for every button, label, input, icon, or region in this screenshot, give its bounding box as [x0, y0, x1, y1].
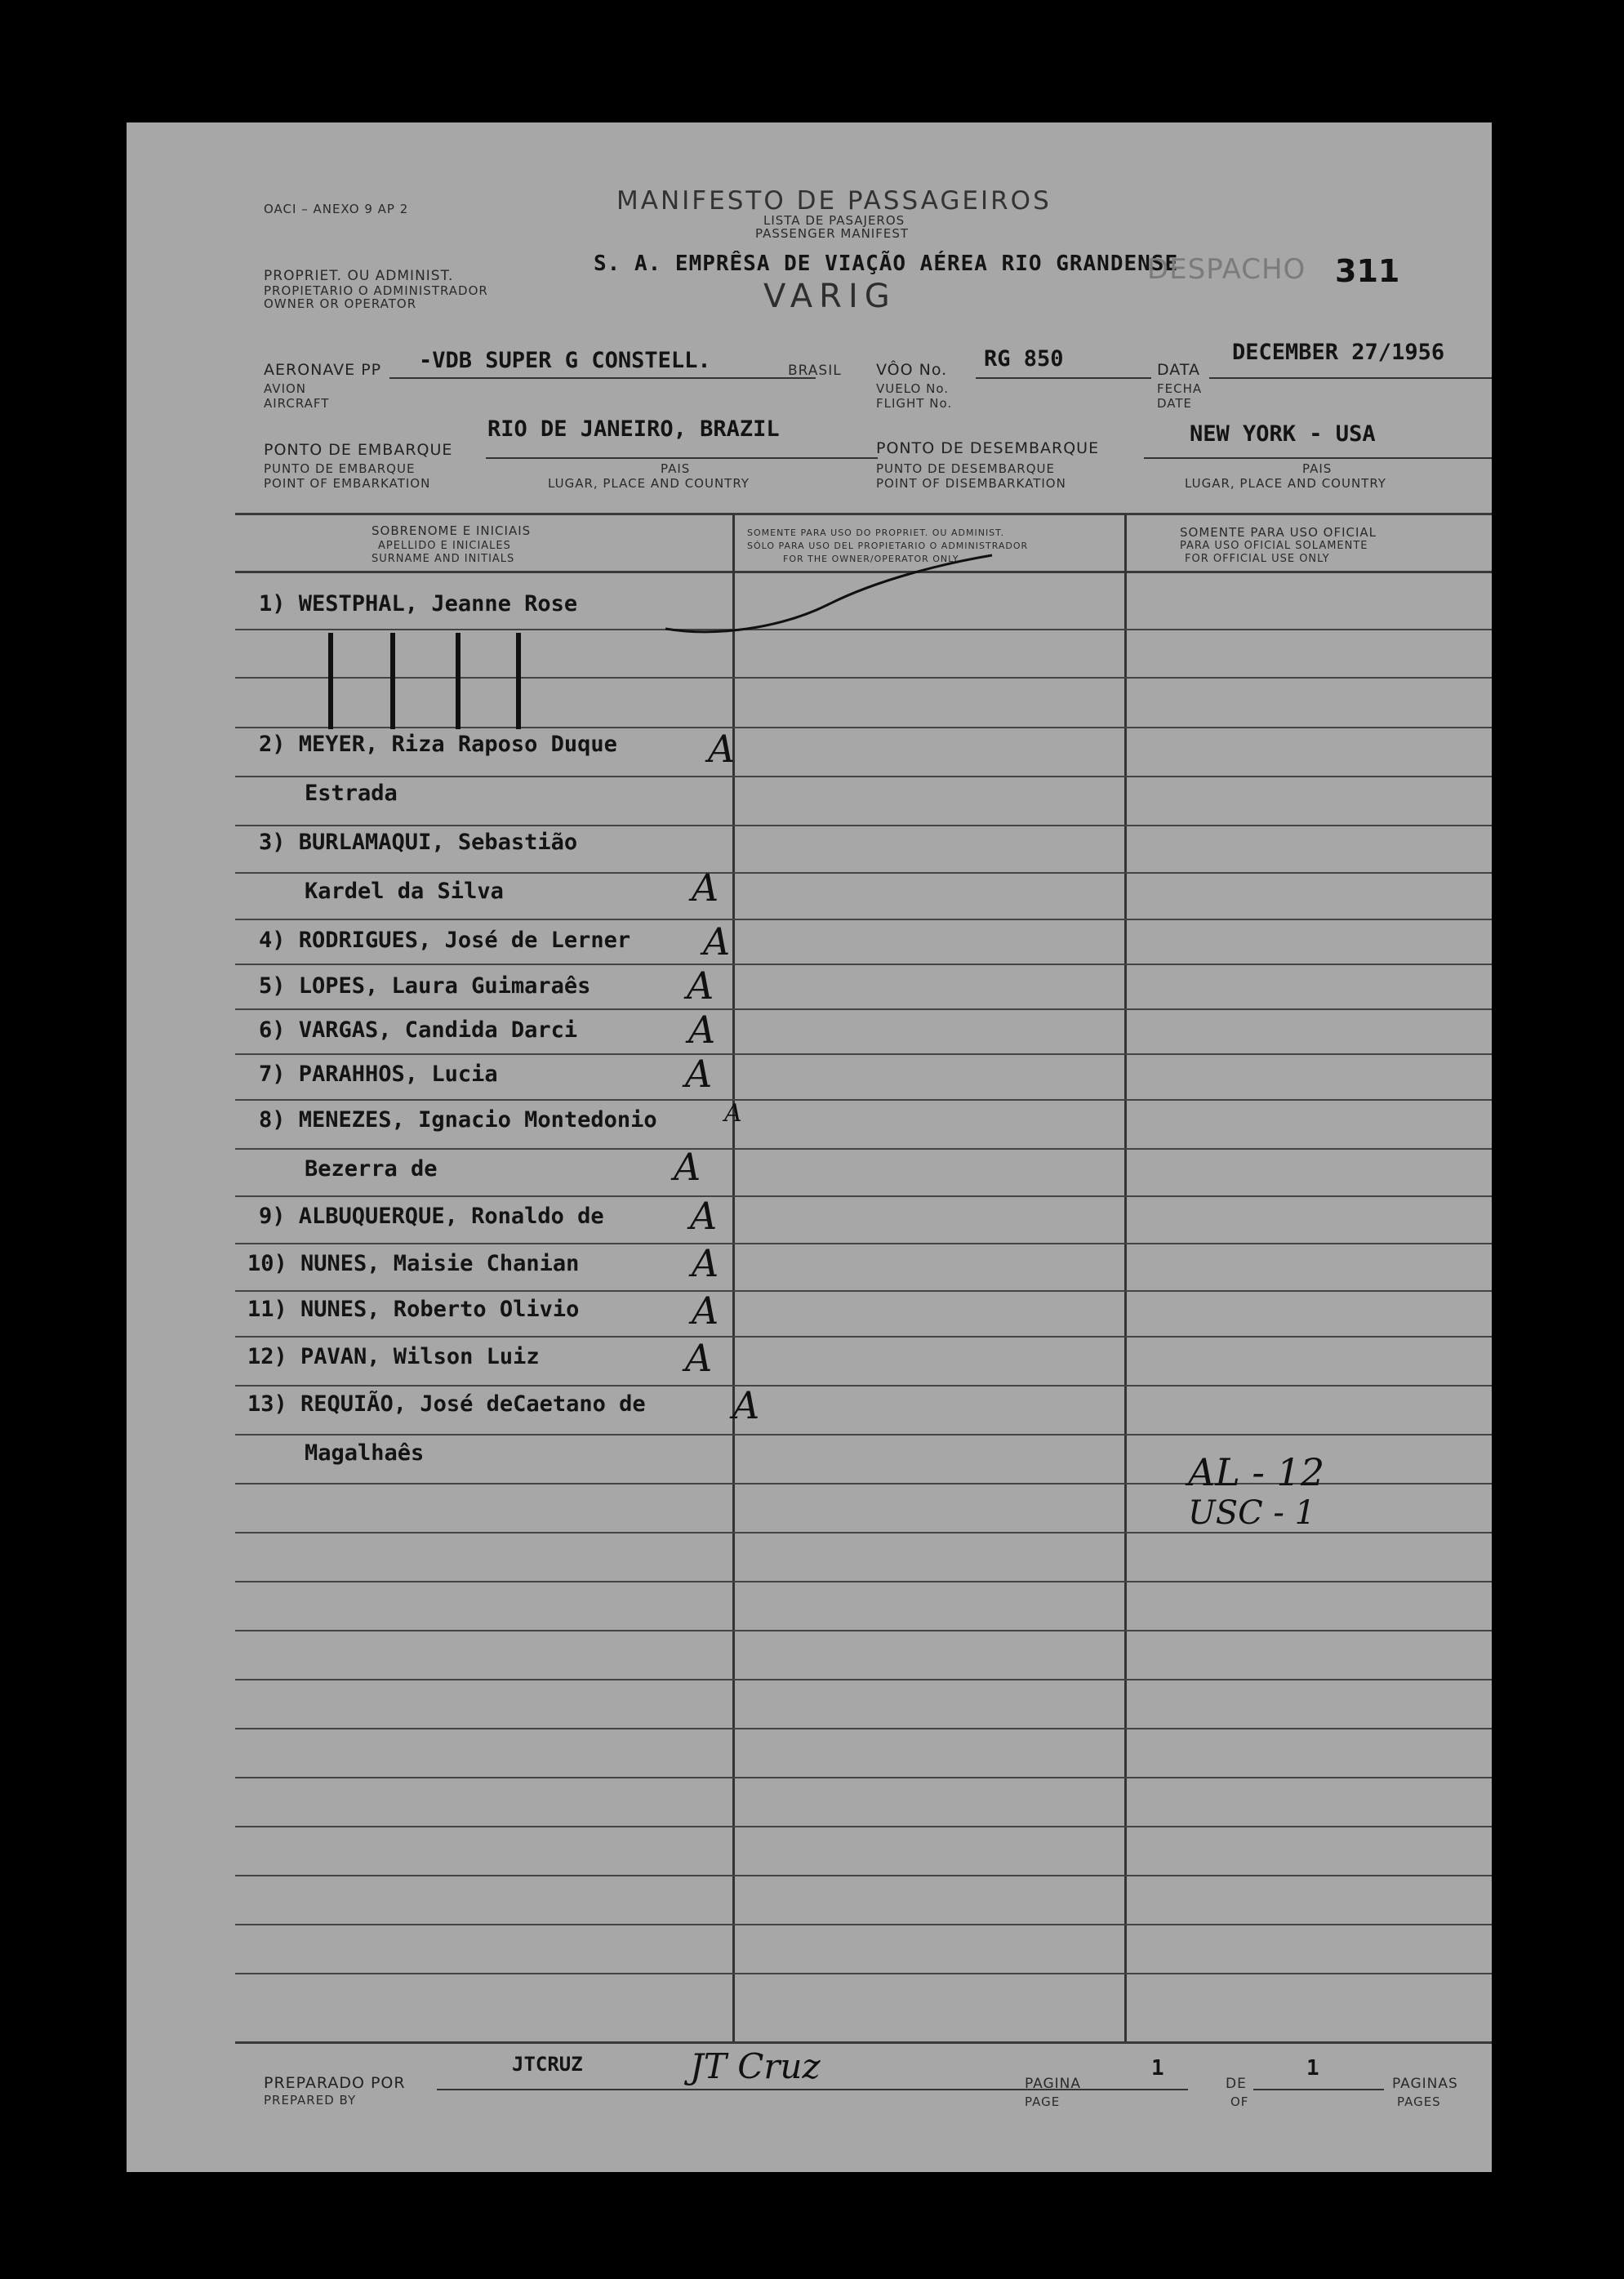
disembark-label-en: POINT OF DISEMBARKATION	[876, 476, 1066, 491]
hand-mark: A	[685, 1336, 713, 1380]
cancel-bars	[323, 625, 567, 739]
prepared-label: PREPARADO POR	[264, 2074, 406, 2092]
date-label: DATE	[1157, 396, 1193, 411]
airline-short: VARIG	[763, 278, 897, 315]
passenger-row: 5) LOPES, Laura Guimaraês	[259, 973, 591, 999]
passenger-row: 11) NUNES, Roberto Olivio	[247, 1297, 580, 1322]
signature: JT Cruz	[690, 2046, 821, 2086]
hand-mark: A	[687, 964, 714, 1008]
passenger-row: 4) RODRIGUES, José de Lerner	[259, 928, 631, 953]
col2-header-es: SÓLO PARA USO DEL PROPIETARIO O ADMINISTRADOR	[747, 541, 1029, 551]
col3-header-es: PARA USO OFICIAL SOLAMENTE	[1180, 540, 1368, 552]
aeronave-label: AERONAVE PP	[264, 361, 382, 379]
disembark-place-label: LUGAR, PLACE AND COUNTRY	[1185, 476, 1386, 491]
col3-header-en: FOR OFFICIAL USE ONLY	[1185, 553, 1330, 565]
date-value: DECEMBER 27/1956	[1232, 340, 1445, 365]
prepared-value: JTCRUZ	[512, 2053, 583, 2076]
passenger-row: 3) BURLAMAQUI, Sebastião	[259, 830, 578, 855]
aircraft-label: AIRCRAFT	[264, 396, 330, 411]
owner-label-en: OWNER OR OPERATOR	[264, 296, 417, 311]
pages-label: PAGES	[1397, 2094, 1441, 2109]
brasil-label: BRASIL	[788, 363, 842, 379]
col1-header: SOBRENOME E INICIAIS	[372, 523, 532, 538]
passenger-row: 2) MEYER, Riza Raposo Duque	[259, 732, 617, 757]
col1-header-es: APELLIDO E INICIALES	[378, 540, 511, 552]
passenger-row: 13) REQUIÃO, José deCaetano de	[247, 1391, 646, 1417]
avion-label: AVION	[264, 381, 307, 396]
official-note: AL - 12	[1188, 1450, 1325, 1494]
passenger-row: 8) MENEZES, Ignacio Montedonio	[259, 1107, 657, 1133]
disembark-value: NEW YORK - USA	[1190, 421, 1376, 447]
passenger-row-cont: Magalhaês	[305, 1440, 425, 1466]
hand-mark: A	[708, 727, 736, 771]
of-label: OF	[1230, 2094, 1249, 2109]
official-note: USC - 1	[1188, 1494, 1316, 1532]
disembark-pais-label: PAIS	[1302, 461, 1333, 476]
embark-label: PONTO DE EMBARQUE	[264, 441, 453, 459]
data-label: DATA	[1157, 361, 1200, 379]
total-value: 1	[1306, 2056, 1319, 2081]
strike-stroke	[665, 547, 1008, 645]
hand-mark: A	[692, 1289, 719, 1333]
disembark-label-es: PUNTO DE DESEMBARQUE	[876, 461, 1055, 476]
passenger-row: 1) WESTPHAL, Jeanne Rose	[259, 591, 578, 616]
col1-header-en: SURNAME AND INITIALS	[372, 553, 515, 565]
subtitle-es: LISTA DE PASAJEROS	[763, 213, 905, 228]
passenger-row: 6) VARGAS, Candida Darci	[259, 1017, 578, 1043]
pagina-label: PAGINA	[1025, 2076, 1082, 2092]
hand-mark: A	[703, 919, 731, 964]
passenger-row-cont: Estrada	[305, 781, 398, 806]
owner-label-es: PROPIETARIO O ADMINISTRADOR	[264, 283, 488, 298]
passenger-row-cont: Kardel da Silva	[305, 879, 504, 904]
hand-mark: A	[688, 1008, 716, 1052]
subtitle-en: PASSENGER MANIFEST	[755, 226, 910, 241]
col2-header-en: FOR THE OWNER/OPERATOR ONLY	[783, 554, 959, 564]
col2-header: SOMENTE PARA USO DO PROPRIET. OU ADMINIST.	[747, 527, 1005, 538]
manifest-title: MANIFESTO DE PASSAGEIROS	[616, 186, 1052, 216]
passenger-row: 7) PARAHHOS, Lucia	[259, 1062, 498, 1087]
passenger-row-cont: Bezerra de	[305, 1156, 438, 1182]
embark-value: RIO DE JANEIRO, BRAZIL	[487, 416, 780, 442]
col3-header: SOMENTE PARA USO OFICIAL	[1180, 525, 1377, 540]
de-label: DE	[1226, 2076, 1247, 2092]
embark-label-en: POINT OF EMBARKATION	[264, 476, 431, 491]
embark-label-es: PUNTO DE EMBARQUE	[264, 461, 416, 476]
despacho-stamp: DESPACHO	[1147, 253, 1306, 286]
disembark-label: PONTO DE DESEMBARQUE	[876, 439, 1100, 457]
fecha-label: FECHA	[1157, 381, 1203, 396]
vuelo-label: VUELO No.	[876, 381, 950, 396]
manifest-sheet	[127, 122, 1492, 2172]
passenger-row: 12) PAVAN, Wilson Luiz	[247, 1344, 540, 1369]
flight-no-label: FLIGHT No.	[876, 396, 953, 411]
hand-mark: A	[674, 1145, 701, 1189]
flight-value: RG 850	[984, 346, 1064, 372]
paginas-label: PAGINAS	[1392, 2076, 1458, 2092]
hand-mark: A	[732, 1383, 760, 1427]
voo-label: VÔO No.	[876, 361, 948, 379]
passenger-row: 10) NUNES, Maisie Chanian	[247, 1251, 580, 1276]
hand-mark: A	[692, 1241, 719, 1285]
airline-name: S. A. EMPRÊSA DE VIAÇÃO AÉREA RIO GRANDENSE	[594, 251, 1179, 276]
owner-label: PROPRIET. OU ADMINIST.	[264, 268, 454, 284]
page-value: 1	[1151, 2056, 1164, 2081]
hand-mark: A	[690, 1194, 718, 1238]
hand-mark: A	[685, 1052, 713, 1096]
embark-pais-label: PAIS	[661, 461, 691, 476]
page-label: PAGE	[1025, 2094, 1061, 2109]
passenger-row: 9) ALBUQUERQUE, Ronaldo de	[259, 1204, 604, 1229]
prepared-label-en: PREPARED BY	[264, 2093, 357, 2108]
aircraft-value: -VDB SUPER G CONSTELL.	[419, 348, 711, 373]
embark-place-label: LUGAR, PLACE AND COUNTRY	[548, 476, 750, 491]
despacho-number: 311	[1335, 253, 1400, 289]
form-code: OACI – ANEXO 9 AP 2	[264, 202, 409, 216]
hand-mark: A	[692, 866, 719, 910]
hand-mark: A	[724, 1099, 742, 1128]
